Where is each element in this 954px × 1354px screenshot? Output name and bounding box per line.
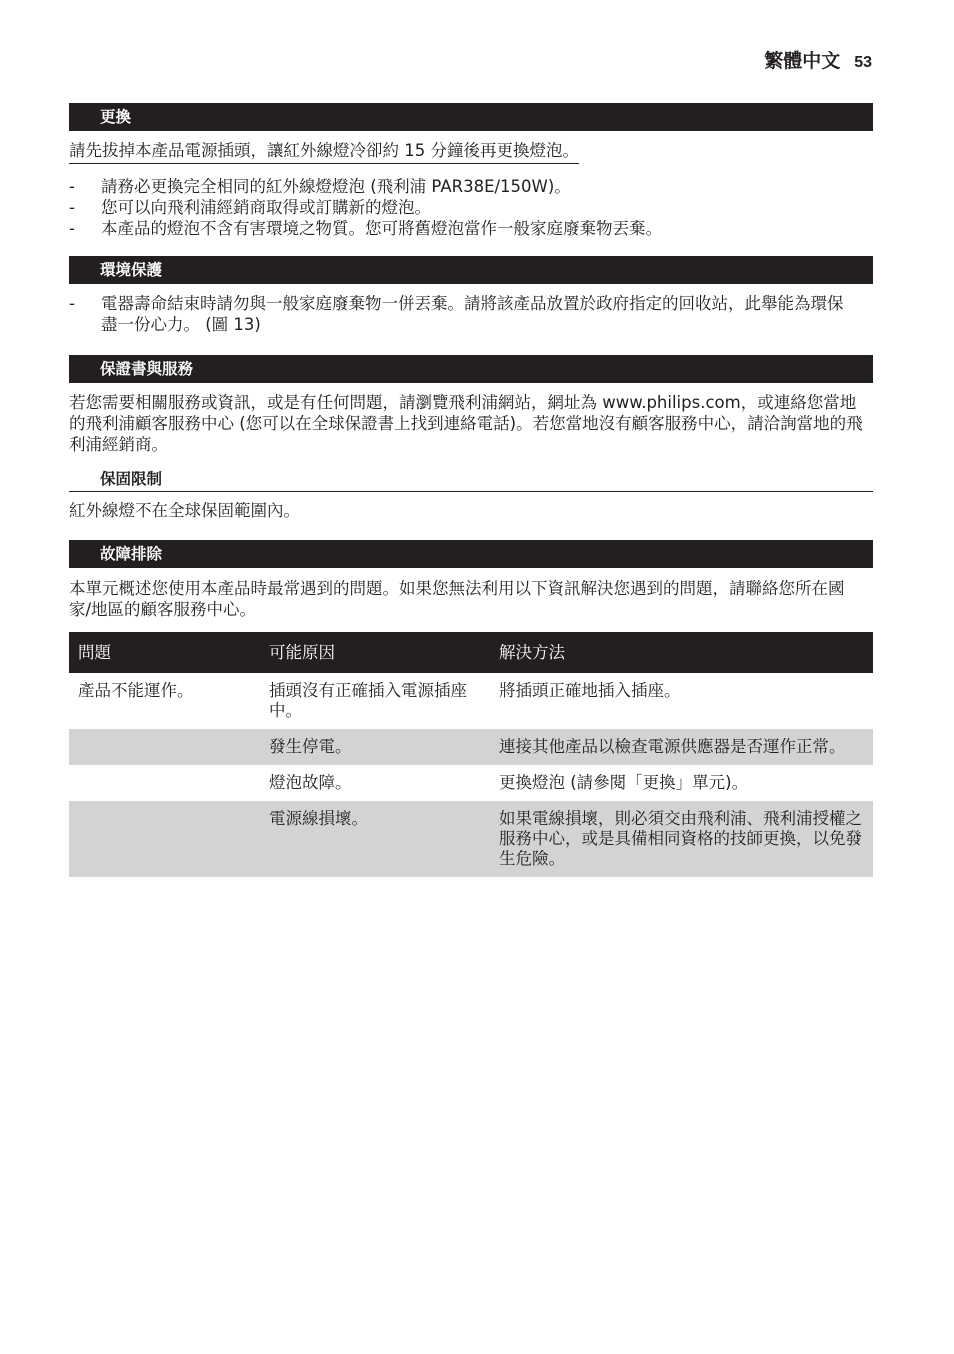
replace-warning: 請先拔掉本產品電源插頭，讓紅外線燈冷卻約 15 分鐘後再更換燈泡。 bbox=[69, 140, 579, 164]
troubleshooting-table bbox=[69, 632, 873, 877]
cell-cause: 發生停電。 bbox=[260, 729, 490, 765]
table-row bbox=[69, 765, 873, 801]
list-item: - 本產品的燈泡不含有害環境之物質。您可將舊燈泡當作一般家庭廢棄物丟棄。 bbox=[69, 218, 873, 239]
table-row bbox=[69, 673, 873, 729]
table-header-row bbox=[69, 632, 873, 673]
cell-solution: 將插頭正確地插入插座。 bbox=[499, 681, 681, 700]
section-heading-replace: 更換 bbox=[69, 103, 873, 131]
cell-solution: 如果電線損壞，則必須交由飛利浦、飛利浦授權之服務中心，或是具備相同資格的技師更換，以免發生危險。 bbox=[490, 801, 873, 877]
environment-list bbox=[69, 293, 859, 335]
cell-problem bbox=[69, 765, 260, 801]
list-item: - 電器壽命結束時請勿與一般家庭廢棄物一併丟棄。請將該產品放置於政府指定的回收站，此舉能為環保盡一份心力。 (圖 13) bbox=[69, 293, 859, 335]
table-row bbox=[69, 729, 873, 765]
cell-cause: 插頭沒有正確插入電源插座中。 bbox=[269, 681, 467, 720]
section-heading-troubleshooting: 故障排除 bbox=[69, 540, 873, 568]
column-header-problem: 問題 bbox=[69, 632, 260, 673]
table-row bbox=[69, 801, 873, 877]
replace-list bbox=[69, 176, 873, 239]
cell-problem: 產品不能運作。 bbox=[78, 681, 194, 700]
section-heading-guarantee: 保證書與服務 bbox=[69, 355, 873, 383]
guarantee-body: 若您需要相關服務或資訊，或是有任何問題，請瀏覽飛利浦網站，網址為 www.philips.com，或連絡您當地的飛利浦顧客服務中心 (您可以在全球保證書上找到連絡電話)。若您當地沒有顧客服務中心，請洽詢當地的飛利浦經銷商。 bbox=[69, 393, 863, 454]
cell-solution: 更換燈泡 (請參閱「更換」單元)。 bbox=[499, 773, 749, 792]
page-number: 53 bbox=[854, 54, 872, 71]
cell-solution: 連接其他產品以檢查電源供應器是否運作正常。 bbox=[490, 729, 873, 765]
page-content bbox=[69, 103, 873, 877]
cell-problem bbox=[69, 729, 260, 765]
guarantee-restrictions-heading: 保固限制 bbox=[69, 467, 873, 492]
column-header-solution: 解決方法 bbox=[490, 632, 873, 673]
page-header bbox=[764, 46, 872, 73]
cell-cause: 電源線損壞。 bbox=[260, 801, 490, 877]
list-item: - 您可以向飛利浦經銷商取得或訂購新的燈泡。 bbox=[69, 197, 873, 218]
cell-problem bbox=[69, 801, 260, 877]
troubleshooting-intro: 本單元概述您使用本產品時最常遇到的問題。如果您無法利用以下資訊解決您遇到的問題，請聯絡您所在國家/地區的顧客服務中心。 bbox=[69, 579, 845, 619]
language-label: 繁體中文 bbox=[764, 50, 841, 72]
guarantee-restrictions-body: 紅外線燈不在全球保固範圍內。 bbox=[69, 501, 300, 520]
section-heading-environment: 環境保護 bbox=[69, 256, 873, 284]
list-item: - 請務必更換完全相同的紅外線燈燈泡 (飛利浦 PAR38E/150W)。 bbox=[69, 176, 873, 197]
cell-cause: 燈泡故障。 bbox=[269, 773, 352, 792]
column-header-cause: 可能原因 bbox=[260, 632, 490, 673]
